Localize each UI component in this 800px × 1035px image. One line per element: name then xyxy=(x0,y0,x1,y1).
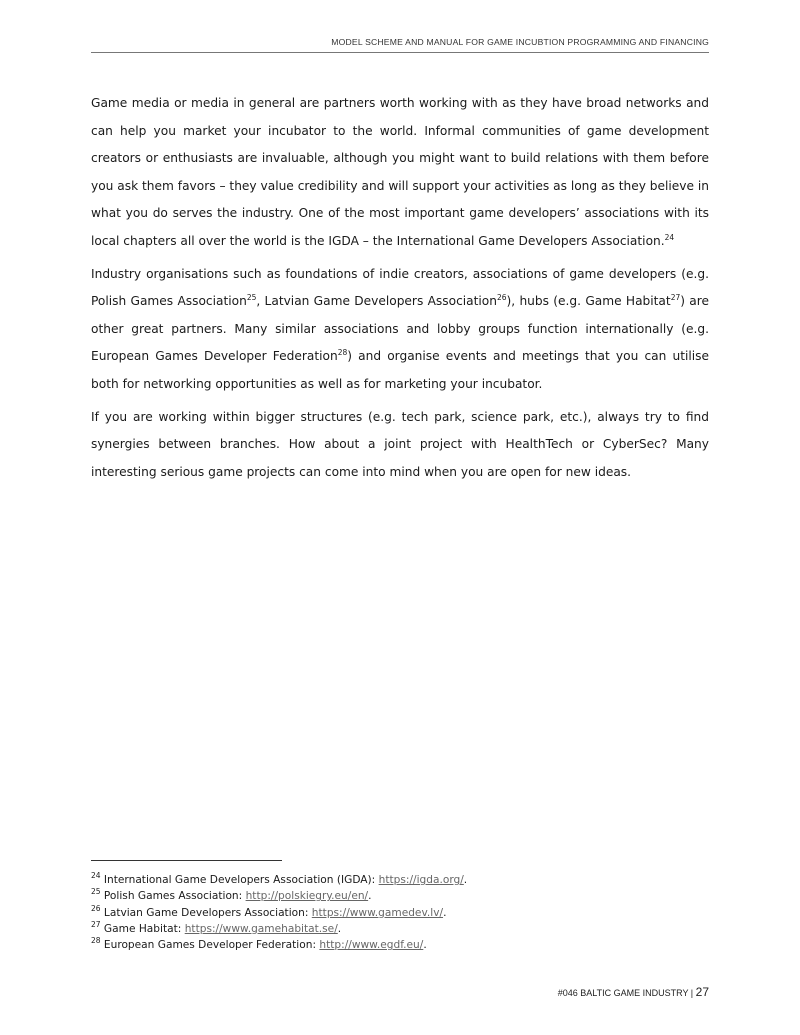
footnote-number: 28 xyxy=(91,936,101,946)
footnote-text: International Game Developers Association (IGDA): xyxy=(103,874,379,886)
header-rule xyxy=(91,52,709,53)
punct: . xyxy=(337,922,342,935)
footnote-separator xyxy=(91,860,282,861)
footer-label: #046 BALTIC GAME INDUSTRY | xyxy=(557,988,696,998)
footnote-number: 26 xyxy=(91,903,101,913)
text: ) are other great partners. Many similar associations and lobby groups function internationally (e.g. European Games Developer Federation xyxy=(91,294,709,364)
footnote xyxy=(91,888,467,904)
footnote-text: Game Habitat: xyxy=(103,922,185,935)
text: ), hubs (e.g. Game Habitat xyxy=(506,294,671,309)
footnote-ref[interactable]: 24 xyxy=(664,232,675,242)
text: , Latvian Game Developers Association xyxy=(256,294,497,309)
paragraph xyxy=(91,261,709,399)
footnote-ref[interactable]: 28 xyxy=(337,348,348,358)
page-number: 27 xyxy=(695,985,709,999)
footnote-text: Polish Games Association: xyxy=(103,890,246,903)
footnote-ref[interactable]: 27 xyxy=(670,293,681,303)
footnote-link[interactable]: http://www.egdf.eu/ xyxy=(319,939,424,952)
punct: . xyxy=(368,890,372,903)
footnote-text: Latvian Game Developers Association: xyxy=(103,906,312,919)
punct: . xyxy=(423,939,427,952)
footnote-link[interactable]: http://polskiegry.eu/en/ xyxy=(245,890,369,903)
footnote xyxy=(91,872,467,888)
punct: . xyxy=(443,906,447,919)
footnote-link[interactable]: https://igda.org/ xyxy=(378,874,464,886)
text: Industry organisations such as foundations of indie creators, associations of game developers (e.g. Polish Games Association xyxy=(91,266,709,309)
footnote xyxy=(91,921,467,937)
footnote-link[interactable]: https://www.gamedev.lv/ xyxy=(311,906,444,919)
body-text xyxy=(91,90,709,491)
text: If you are working within bigger structures (e.g. tech park, science park, etc.), always try to find synergies between branches. How about a joint project with HealthTech or CyberSec? Many interesting serious game projects can come into mind when you are open for new ideas. xyxy=(91,409,709,479)
footnote-number: 25 xyxy=(91,887,101,897)
running-footer xyxy=(91,985,709,999)
footnote xyxy=(91,937,467,953)
footnote-ref[interactable]: 26 xyxy=(496,293,507,303)
punct: . xyxy=(463,874,468,886)
footnote-ref[interactable]: 25 xyxy=(246,293,257,303)
paragraph xyxy=(91,90,709,256)
footnote-link[interactable]: https://www.gamehabitat.se/ xyxy=(184,922,338,935)
paragraph xyxy=(91,404,709,487)
footnote-number: 27 xyxy=(91,919,101,929)
text: ) and organise events and meetings that you can utilise both for networking opportunities as well as for marketing your incubator. xyxy=(91,349,709,391)
footnote xyxy=(91,905,467,921)
footnote-text: European Games Developer Federation: xyxy=(103,939,320,952)
running-header: MODEL SCHEME AND MANUAL FOR GAME INCUBTION PROGRAMMING AND FINANCING xyxy=(331,37,709,47)
footnotes xyxy=(91,872,467,953)
footnote-number: 24 xyxy=(91,871,101,880)
text: Game media or media in general are partners worth working with as they have broad networks and can help you market your incubator to the world. Informal communities of game development creators or enthusiasts are invaluable, although you might want to build relations with them before you ask them favors – they value credibility and will support your activities as long as they believe in what you do serves the industry. One of the most important game developers’ associations with its local chapters all over the world is the IGDA – the International Game Developers Association. xyxy=(91,96,709,248)
